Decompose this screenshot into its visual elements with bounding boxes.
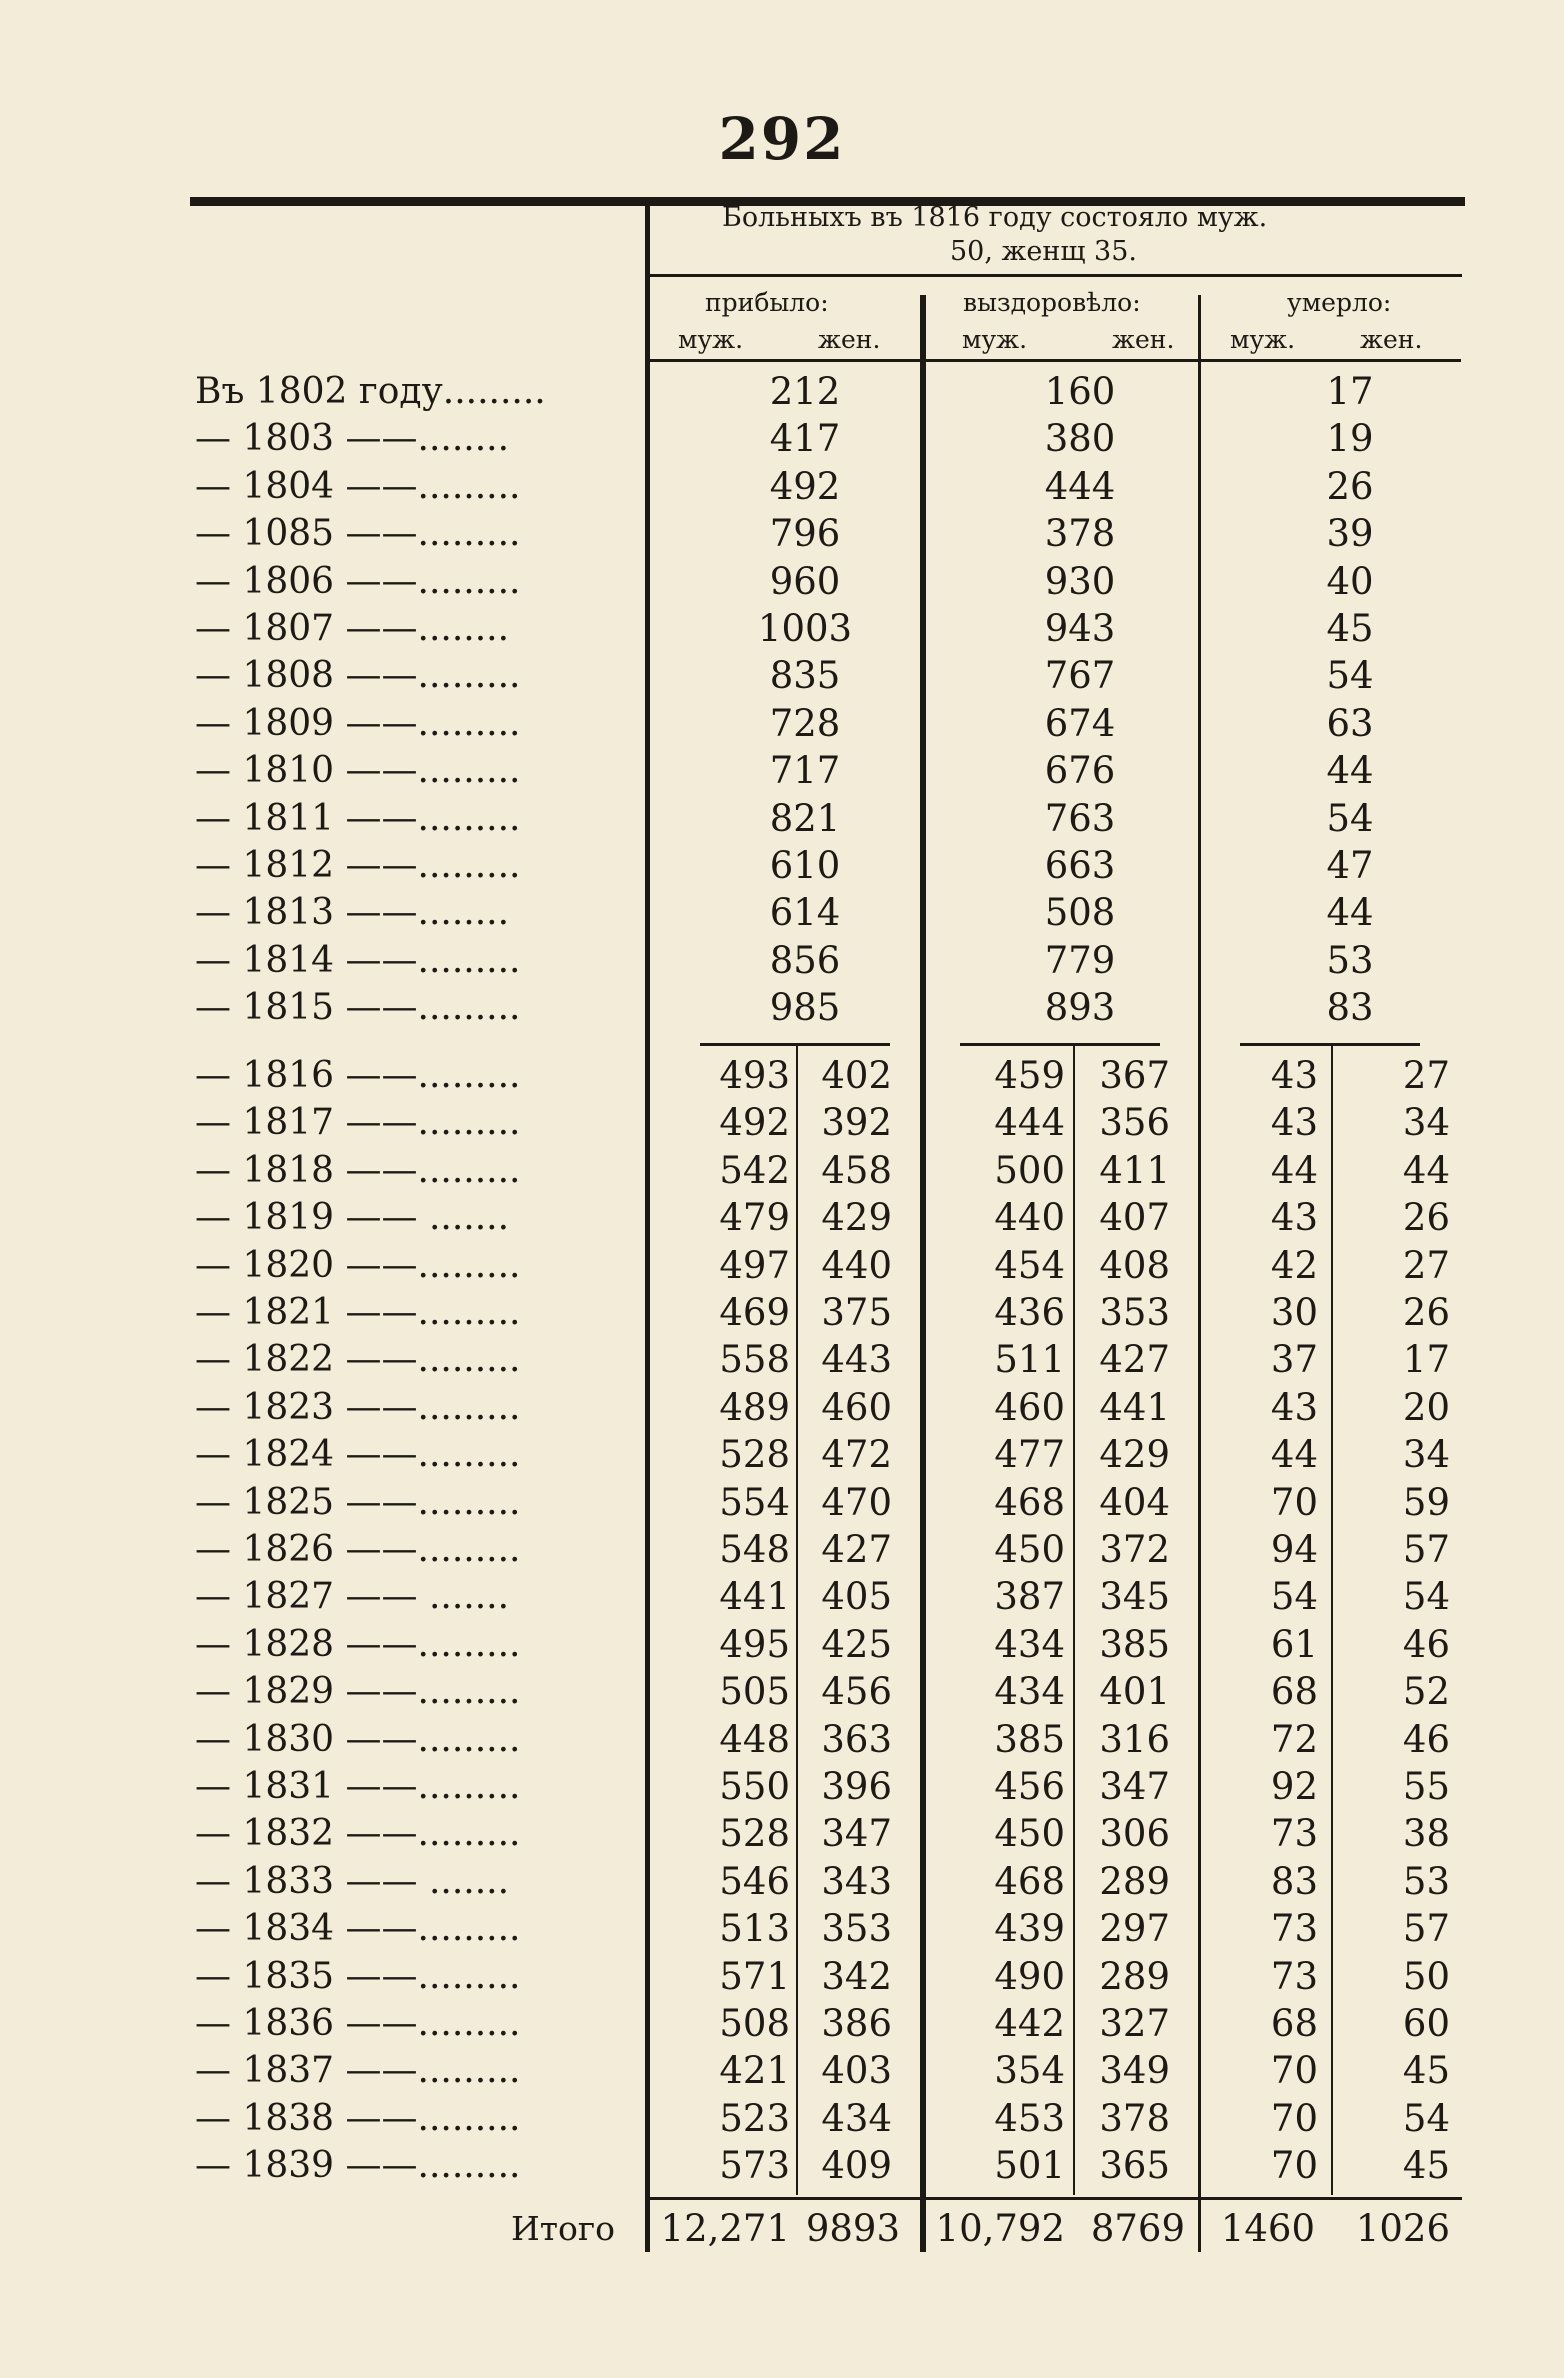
died-female: 46 xyxy=(1402,1622,1450,1666)
split-start-line-2 xyxy=(960,1043,1160,1046)
year-label: — 1809 ——......... xyxy=(195,702,521,744)
table-row xyxy=(0,1621,1564,1668)
recovered-male: 450 xyxy=(994,1528,1065,1571)
year-label: — 1807 ——........ xyxy=(195,608,510,649)
arrived-female: 342 xyxy=(821,1954,892,1998)
died-female: 46 xyxy=(1402,1717,1450,1761)
died-male: 70 xyxy=(1270,1480,1318,1524)
arrived-male: 497 xyxy=(719,1243,790,1287)
recovered-female: 289 xyxy=(1099,1859,1170,1903)
year-label: — 1837 ——......... xyxy=(195,2050,521,2092)
arrived-female: 460 xyxy=(821,1385,892,1429)
died-total: 40 xyxy=(1326,559,1374,603)
recovered-male: 500 xyxy=(994,1148,1065,1192)
died-male: 73 xyxy=(1270,1812,1318,1856)
arrived-male: 441 xyxy=(719,1575,790,1619)
recovered-female: 411 xyxy=(1099,1148,1170,1192)
table-row xyxy=(0,1858,1564,1905)
recovered-male: 468 xyxy=(994,1859,1065,1903)
died-total: 17 xyxy=(1326,370,1374,413)
arrived-total: 212 xyxy=(769,370,841,413)
recovered-female: 316 xyxy=(1099,1717,1170,1761)
recovered-total: 943 xyxy=(1044,607,1116,650)
arrived-total: 492 xyxy=(769,464,841,508)
recovered-total: 779 xyxy=(1044,938,1116,982)
arrived-male: 508 xyxy=(719,2002,790,2045)
table-row xyxy=(0,1336,1564,1383)
arrived-female: 405 xyxy=(821,1575,892,1619)
died-male-header: муж. xyxy=(1230,325,1296,354)
died-female: 54 xyxy=(1402,2096,1450,2140)
year-label: — 1817 ——......... xyxy=(195,1102,521,1144)
year-label: — 1804 ——......... xyxy=(195,465,521,507)
recovered-male: 460 xyxy=(994,1385,1065,1429)
arrived-male: 479 xyxy=(719,1196,790,1240)
recovered-female: 327 xyxy=(1099,2002,1170,2045)
arrived-female: 472 xyxy=(821,1433,892,1477)
arrived-male: 513 xyxy=(719,1907,790,1951)
arrived-male: 528 xyxy=(719,1433,790,1477)
arrived-total: 821 xyxy=(769,796,841,840)
recovered-total: 676 xyxy=(1044,749,1116,793)
recovered-total: 767 xyxy=(1044,654,1116,698)
arrived-female: 434 xyxy=(821,2096,892,2140)
arrived-female: 458 xyxy=(821,1148,892,1192)
died-total: 19 xyxy=(1326,417,1374,461)
died-male: 83 xyxy=(1270,1859,1318,1903)
arrived-male: 548 xyxy=(719,1528,790,1571)
died-female: 38 xyxy=(1402,1812,1450,1856)
recovered-female: 365 xyxy=(1099,2144,1170,2188)
subheader-underline-3 xyxy=(1201,359,1461,362)
table-row xyxy=(0,1147,1564,1194)
recovered-total: 763 xyxy=(1044,796,1116,840)
arrived-female: 396 xyxy=(821,1765,892,1808)
died-female: 34 xyxy=(1402,1433,1450,1477)
recovered-female: 401 xyxy=(1099,1670,1170,1714)
died-male: 70 xyxy=(1270,2096,1318,2140)
arrived-female: 386 xyxy=(821,2002,892,2045)
table-row xyxy=(0,1763,1564,1810)
arrived-total: 717 xyxy=(769,749,841,793)
group-died: умерло: xyxy=(1287,288,1392,317)
arrived-total: 985 xyxy=(769,986,841,1030)
recovered-male: 501 xyxy=(994,2144,1065,2188)
year-label: — 1832 ——......... xyxy=(195,1813,521,1855)
arrived-male: 554 xyxy=(719,1480,790,1524)
died-female: 50 xyxy=(1402,1954,1450,1998)
recovered-female: 345 xyxy=(1099,1575,1170,1619)
year-label: — 1834 ——......... xyxy=(195,1908,521,1950)
table-row xyxy=(0,842,1564,889)
recovered-female: 378 xyxy=(1099,2096,1170,2140)
table-row xyxy=(0,2142,1564,2189)
recovered-female: 427 xyxy=(1099,1338,1170,1382)
recovered-female: 356 xyxy=(1099,1101,1170,1145)
recovered-female: 441 xyxy=(1099,1385,1170,1429)
table-row xyxy=(0,1384,1564,1431)
year-label: — 1836 ——......... xyxy=(195,2003,521,2044)
table-row xyxy=(0,1194,1564,1241)
died-male: 68 xyxy=(1270,2002,1318,2045)
table-row xyxy=(0,1716,1564,1763)
arrived-female: 427 xyxy=(821,1528,892,1571)
died-male: 43 xyxy=(1270,1196,1318,1240)
total-recovered-male: 10,792 xyxy=(935,2207,1065,2250)
recovered-female: 353 xyxy=(1099,1291,1170,1334)
recovered-total: 444 xyxy=(1044,464,1116,508)
table-row xyxy=(0,1905,1564,1952)
arrived-female: 353 xyxy=(821,1907,892,1951)
year-label: — 1813 ——........ xyxy=(195,892,510,934)
year-label: — 1821 ——......... xyxy=(195,1292,521,1333)
recovered-male: 490 xyxy=(994,1954,1065,1998)
table-row xyxy=(0,1668,1564,1715)
table-row xyxy=(0,747,1564,794)
table-row xyxy=(0,652,1564,699)
recovered-male: 444 xyxy=(994,1101,1065,1145)
year-label: — 1828 ——......... xyxy=(195,1623,521,1665)
year-label: — 1826 ——......... xyxy=(195,1529,521,1570)
died-total: 44 xyxy=(1326,749,1374,793)
recovered-male: 477 xyxy=(994,1433,1065,1477)
died-male: 44 xyxy=(1270,1433,1318,1477)
table-row xyxy=(0,1099,1564,1146)
recovered-female: 367 xyxy=(1099,1054,1170,1097)
table-row xyxy=(0,795,1564,842)
died-male: 73 xyxy=(1270,1907,1318,1951)
recovered-male: 442 xyxy=(994,2002,1065,2045)
table-header-line2: 50, женщ 35. xyxy=(950,236,1137,267)
recovered-male: 511 xyxy=(994,1338,1065,1382)
died-female: 59 xyxy=(1402,1480,1450,1524)
died-female: 45 xyxy=(1402,2144,1450,2188)
table-row xyxy=(0,937,1564,984)
died-total: 44 xyxy=(1326,891,1374,935)
table-row xyxy=(0,984,1564,1031)
recovered-male: 439 xyxy=(994,1907,1065,1951)
died-female: 52 xyxy=(1402,1670,1450,1714)
page-number: 292 xyxy=(718,105,846,173)
recovered-male: 385 xyxy=(994,1717,1065,1761)
arrived-total: 417 xyxy=(769,417,841,461)
year-label: Въ 1802 году......... xyxy=(195,371,546,412)
arrived-male: 493 xyxy=(719,1054,790,1097)
table-row xyxy=(0,1953,1564,2000)
died-female: 17 xyxy=(1402,1338,1450,1382)
totals-line xyxy=(650,2197,1462,2200)
died-male: 70 xyxy=(1270,2144,1318,2188)
recovered-male: 468 xyxy=(994,1480,1065,1524)
year-label: — 1829 ——......... xyxy=(195,1671,521,1713)
died-male: 70 xyxy=(1270,2049,1318,2093)
year-label: — 1825 ——......... xyxy=(195,1481,521,1523)
recovered-female: 347 xyxy=(1099,1765,1170,1808)
recovered-female: 429 xyxy=(1099,1433,1170,1477)
arrived-male: 571 xyxy=(719,1954,790,1998)
arrived-male-header: муж. xyxy=(678,325,744,354)
arrived-female: 429 xyxy=(821,1196,892,1240)
arrived-male: 558 xyxy=(719,1338,790,1382)
died-total: 54 xyxy=(1326,796,1374,840)
year-label: — 1820 ——......... xyxy=(195,1244,521,1286)
year-label: — 1823 ——......... xyxy=(195,1386,521,1428)
recovered-total: 663 xyxy=(1044,844,1116,887)
recovered-male: 436 xyxy=(994,1291,1065,1334)
table-row xyxy=(0,368,1564,415)
recovered-total: 380 xyxy=(1044,417,1116,461)
year-label: — 1833 —— ....... xyxy=(195,1860,510,1902)
recovered-male: 456 xyxy=(994,1765,1065,1808)
year-label: — 1808 ——......... xyxy=(195,655,521,697)
subheader-underline-1 xyxy=(650,359,920,362)
recovered-total: 930 xyxy=(1044,559,1116,603)
year-label: — 1818 ——......... xyxy=(195,1149,521,1191)
year-label: — 1830 ——......... xyxy=(195,1718,521,1760)
arrived-female: 440 xyxy=(821,1243,892,1287)
died-male: 43 xyxy=(1270,1101,1318,1145)
recovered-total: 674 xyxy=(1044,701,1116,745)
total-died-male: 1460 xyxy=(1220,2207,1315,2250)
arrived-female: 409 xyxy=(821,2144,892,2188)
recovered-male-header: муж. xyxy=(962,325,1028,354)
recovered-total: 160 xyxy=(1044,370,1116,413)
year-label: — 1835 ——......... xyxy=(195,1955,521,1997)
year-label: — 1816 ——......... xyxy=(195,1055,521,1096)
recovered-male: 354 xyxy=(994,2049,1065,2093)
died-male: 37 xyxy=(1270,1338,1318,1382)
split-start-line-1 xyxy=(700,1043,890,1046)
died-total: 26 xyxy=(1326,464,1374,508)
died-female: 55 xyxy=(1402,1765,1450,1808)
year-label: — 1838 ——......... xyxy=(195,2097,521,2139)
recovered-female: 306 xyxy=(1099,1812,1170,1856)
recovered-male: 459 xyxy=(994,1054,1065,1097)
group-recovered: выздоровѣло: xyxy=(963,288,1141,317)
recovered-female-header: жен. xyxy=(1112,325,1175,354)
recovered-female: 297 xyxy=(1099,1907,1170,1951)
year-label: — 1812 ——......... xyxy=(195,845,521,886)
year-label: — 1824 ——......... xyxy=(195,1434,521,1476)
arrived-male: 489 xyxy=(719,1385,790,1429)
recovered-total: 893 xyxy=(1044,986,1116,1030)
table-row xyxy=(0,415,1564,462)
recovered-female: 349 xyxy=(1099,2049,1170,2093)
arrived-female: 363 xyxy=(821,1717,892,1761)
year-label: — 1815 ——......... xyxy=(195,987,521,1029)
died-female: 34 xyxy=(1402,1101,1450,1145)
arrived-male: 573 xyxy=(719,2144,790,2188)
recovered-female: 289 xyxy=(1099,1954,1170,1998)
died-male: 61 xyxy=(1270,1622,1318,1666)
died-total: 54 xyxy=(1326,654,1374,698)
arrived-total: 1003 xyxy=(757,607,853,650)
recovered-female: 404 xyxy=(1099,1480,1170,1524)
year-label: — 1803 ——........ xyxy=(195,418,510,460)
recovered-male: 440 xyxy=(994,1196,1065,1240)
died-total: 39 xyxy=(1326,512,1374,556)
table-row xyxy=(0,1431,1564,1478)
died-total: 83 xyxy=(1326,986,1374,1030)
header-underline xyxy=(650,274,1462,277)
arrived-female: 456 xyxy=(821,1670,892,1714)
recovered-male: 387 xyxy=(994,1575,1065,1619)
table-row xyxy=(0,2095,1564,2142)
year-label: — 1827 —— ....... xyxy=(195,1576,510,1618)
died-female: 26 xyxy=(1402,1291,1450,1334)
arrived-total: 835 xyxy=(769,654,841,698)
total-died-female: 1026 xyxy=(1355,2207,1450,2250)
arrived-male: 542 xyxy=(719,1148,790,1192)
recovered-male: 434 xyxy=(994,1670,1065,1714)
died-male: 94 xyxy=(1270,1528,1318,1571)
died-total: 63 xyxy=(1326,701,1374,745)
year-label: — 1839 ——......... xyxy=(195,2145,521,2187)
recovered-male: 453 xyxy=(994,2096,1065,2140)
arrived-male: 505 xyxy=(719,1670,790,1714)
arrived-female: 470 xyxy=(821,1480,892,1524)
table-header-line1: Больныхъ въ 1816 году состояло муж. xyxy=(722,202,1268,233)
split-start-line-3 xyxy=(1240,1043,1420,1046)
died-female: 45 xyxy=(1402,2049,1450,2093)
died-male: 42 xyxy=(1270,1243,1318,1287)
recovered-male: 454 xyxy=(994,1243,1065,1287)
year-label: — 1810 ——......... xyxy=(195,750,521,792)
arrived-female-header: жен. xyxy=(818,325,881,354)
table-row xyxy=(0,510,1564,557)
arrived-male: 523 xyxy=(719,2096,790,2140)
year-label: — 1806 ——......... xyxy=(195,560,521,602)
table-row xyxy=(0,1573,1564,1620)
died-male: 68 xyxy=(1270,1670,1318,1714)
arrived-total: 728 xyxy=(769,701,841,745)
year-label: — 1811 ——......... xyxy=(195,797,521,839)
recovered-total: 378 xyxy=(1044,512,1116,556)
arrived-female: 375 xyxy=(821,1291,892,1334)
died-female: 54 xyxy=(1402,1575,1450,1619)
arrived-male: 448 xyxy=(719,1717,790,1761)
arrived-male: 492 xyxy=(719,1101,790,1145)
table-row xyxy=(0,463,1564,510)
recovered-female: 408 xyxy=(1099,1243,1170,1287)
arrived-female: 343 xyxy=(821,1859,892,1903)
died-male: 43 xyxy=(1270,1385,1318,1429)
table-row xyxy=(0,1052,1564,1099)
died-male: 73 xyxy=(1270,1954,1318,1998)
arrived-male: 495 xyxy=(719,1622,790,1666)
totals-label: Итого xyxy=(510,2209,615,2248)
arrived-male: 546 xyxy=(719,1859,790,1903)
arrived-female: 347 xyxy=(821,1812,892,1856)
arrived-female: 402 xyxy=(821,1054,892,1097)
table-row xyxy=(0,889,1564,936)
total-arrived-female: 9893 xyxy=(805,2207,900,2250)
table-row xyxy=(0,2000,1564,2047)
arrived-total: 856 xyxy=(769,938,841,982)
died-male: 30 xyxy=(1270,1291,1318,1334)
table-row xyxy=(0,605,1564,652)
recovered-female: 407 xyxy=(1099,1196,1170,1240)
table-row xyxy=(0,1810,1564,1857)
table-row xyxy=(0,1479,1564,1526)
died-female: 60 xyxy=(1402,2002,1450,2045)
recovered-male: 450 xyxy=(994,1812,1065,1856)
died-female-header: жен. xyxy=(1360,325,1423,354)
arrived-male: 528 xyxy=(719,1812,790,1856)
arrived-female: 392 xyxy=(821,1101,892,1145)
died-total: 53 xyxy=(1326,938,1374,982)
recovered-total: 508 xyxy=(1044,891,1116,935)
died-female: 27 xyxy=(1402,1243,1450,1287)
total-arrived-male: 12,271 xyxy=(660,2207,790,2250)
died-male: 72 xyxy=(1270,1717,1318,1761)
table-row xyxy=(0,2047,1564,2094)
died-total: 45 xyxy=(1326,607,1374,650)
arrived-total: 796 xyxy=(769,512,841,556)
died-male: 44 xyxy=(1270,1148,1318,1192)
year-label: — 1819 —— ....... xyxy=(195,1197,510,1239)
table-row xyxy=(0,558,1564,605)
arrived-total: 610 xyxy=(769,844,841,887)
year-label: — 1822 ——......... xyxy=(195,1339,521,1381)
table-row xyxy=(0,1289,1564,1336)
year-label: — 1831 ——......... xyxy=(195,1766,521,1807)
died-female: 44 xyxy=(1402,1148,1450,1192)
arrived-female: 403 xyxy=(821,2049,892,2093)
died-male: 43 xyxy=(1270,1054,1318,1097)
died-female: 27 xyxy=(1402,1054,1450,1097)
died-female: 53 xyxy=(1402,1859,1450,1903)
recovered-female: 385 xyxy=(1099,1622,1170,1666)
died-female: 26 xyxy=(1402,1196,1450,1240)
died-female: 57 xyxy=(1402,1528,1450,1571)
died-total: 47 xyxy=(1326,844,1374,887)
table-row xyxy=(0,1526,1564,1573)
total-recovered-female: 8769 xyxy=(1090,2207,1185,2250)
arrived-total: 614 xyxy=(769,891,841,935)
died-female: 20 xyxy=(1402,1385,1450,1429)
arrived-male: 469 xyxy=(719,1291,790,1334)
year-label: — 1085 ——......... xyxy=(195,513,521,555)
arrived-total: 960 xyxy=(769,559,841,603)
arrived-male: 421 xyxy=(719,2049,790,2093)
group-arrived: прибыло: xyxy=(705,288,829,317)
table-row xyxy=(0,1242,1564,1289)
totals-row xyxy=(0,2205,1564,2252)
arrived-male: 550 xyxy=(719,1765,790,1808)
arrived-female: 443 xyxy=(821,1338,892,1382)
died-male: 92 xyxy=(1270,1765,1318,1808)
arrived-female: 425 xyxy=(821,1622,892,1666)
year-label: — 1814 ——......... xyxy=(195,939,521,981)
died-female: 57 xyxy=(1402,1907,1450,1951)
recovered-male: 434 xyxy=(994,1622,1065,1666)
died-male: 54 xyxy=(1270,1575,1318,1619)
subheader-underline-2 xyxy=(926,359,1198,362)
recovered-female: 372 xyxy=(1099,1528,1170,1571)
table-row xyxy=(0,700,1564,747)
